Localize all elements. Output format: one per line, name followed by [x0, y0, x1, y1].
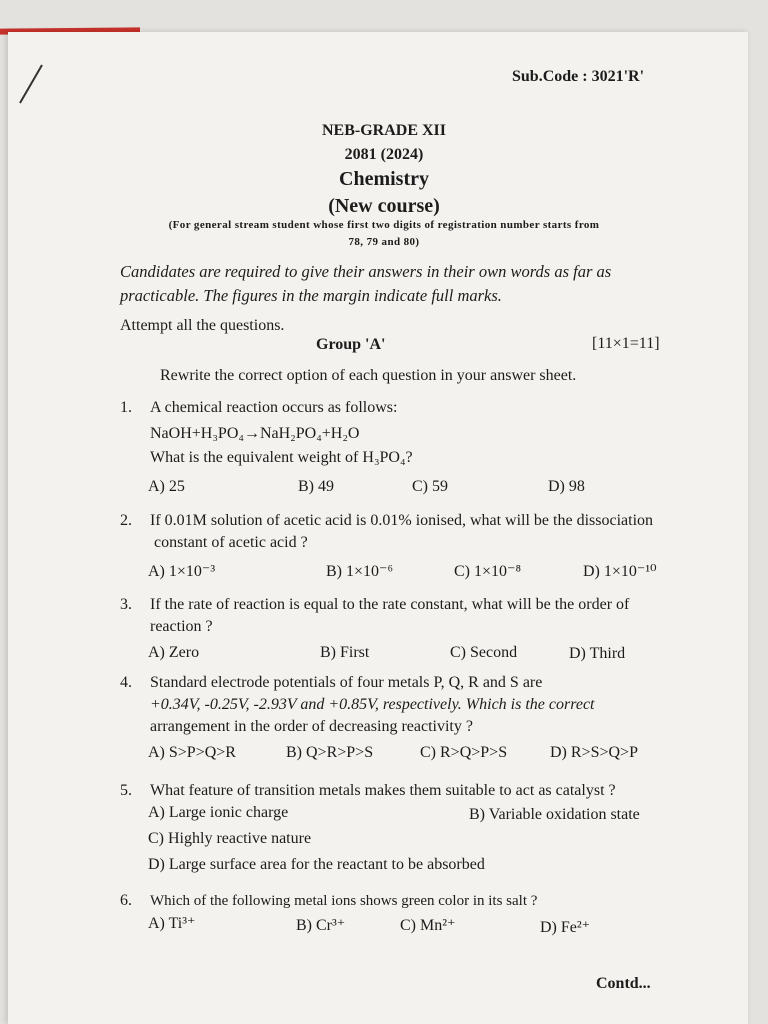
option-a: A) 25	[148, 478, 185, 495]
option-b: B) Cr³⁺	[296, 917, 346, 934]
group-marks: [11×1=11]	[592, 335, 660, 352]
option-b: B) 49	[298, 478, 334, 495]
question-number: 1.	[120, 399, 132, 416]
option-b: B) Q>R>P>S	[286, 744, 374, 761]
question-6	[120, 890, 680, 912]
question-line: arrangement in the order of decreasing reactivity ?	[150, 718, 473, 735]
option-c: C) Highly reactive nature	[148, 830, 312, 847]
question-number: 6.	[120, 892, 132, 909]
question-4	[120, 672, 680, 738]
stream-note-line1: (For general stream student whose first two digits of registration number starts from	[168, 219, 600, 231]
option-a: A) S>P>Q>R	[148, 744, 236, 761]
question-equation: NaOH+H₃PO₄→NaH₂PO₄+H₂O	[150, 425, 360, 442]
course-title: (New course)	[328, 195, 440, 217]
option-c: C) Second	[450, 644, 518, 661]
question-line: +0.34V, -0.25V, -2.93V and +0.85V, respectively. Which is the correct	[150, 696, 595, 713]
question-5	[120, 780, 680, 802]
stream-note-line2: 78, 79 and 80)	[348, 236, 420, 248]
question-2	[120, 510, 680, 554]
option-c: C) R>Q>P>S	[420, 744, 508, 761]
question-1	[120, 397, 680, 469]
question-3	[120, 594, 680, 638]
question-line: What feature of transition metals makes them suitable to act as catalyst ?	[150, 782, 616, 799]
option-b: B) 1×10⁻⁶	[326, 563, 394, 580]
option-c: C) 59	[412, 478, 448, 495]
question-line: Standard electrode potentials of four metals P, Q, R and S are	[150, 674, 543, 691]
stream-note	[0, 217, 768, 251]
option-d: D) 98	[548, 478, 585, 495]
rewrite-instruction: Rewrite the correct option of each question in your answer sheet.	[160, 367, 577, 384]
question-line: What is the equivalent weight of H₃PO₄?	[150, 449, 413, 466]
candidate-instructions: Candidates are required to give their answers in their own words as far as practicable. The figures in the margin indicate full marks.	[120, 262, 612, 305]
attempt-instruction: Attempt all the questions.	[120, 317, 285, 334]
option-d: D) R>S>Q>P	[550, 744, 638, 761]
continued-label: Contd...	[596, 975, 651, 992]
question-line: A chemical reaction occurs as follows:	[150, 399, 398, 416]
option-c: C) 1×10⁻⁸	[454, 563, 522, 580]
option-d: D) Large surface area for the reactant to be absorbed	[148, 856, 485, 873]
question-line: reaction ?	[150, 618, 213, 635]
subject-title: Chemistry	[339, 168, 429, 190]
question-line: If the rate of reaction is equal to the rate constant, what will be the order of	[150, 596, 630, 613]
option-a: A) Ti³⁺	[148, 915, 196, 932]
option-b: B) Variable oxidation state	[469, 806, 640, 823]
question-number: 5.	[120, 782, 132, 799]
option-d: D) 1×10⁻¹⁰	[583, 563, 657, 580]
option-d: D) Fe²⁺	[540, 919, 591, 936]
grade-title: NEB-GRADE XII	[321, 122, 446, 139]
question-number: 2.	[120, 512, 132, 529]
sub-code: Sub.Code : 3021'R'	[512, 68, 645, 85]
option-d: D) Third	[569, 645, 626, 662]
exam-year: 2081 (2024)	[344, 146, 424, 163]
option-c: C) Mn²⁺	[400, 917, 456, 934]
option-a: A) Zero	[148, 644, 200, 661]
question-number: 4.	[120, 674, 132, 691]
question-number: 3.	[120, 596, 132, 613]
question-line: constant of acetic acid ?	[154, 534, 308, 551]
question-line: Which of the following metal ions shows green color in its salt ?	[150, 893, 538, 909]
option-b: B) First	[320, 644, 370, 661]
question-line: If 0.01M solution of acetic acid is 0.01% ionised, what will be the dissociation	[150, 512, 654, 529]
group-heading: Group 'A'	[316, 336, 386, 353]
option-a: A) 1×10⁻³	[148, 563, 216, 580]
option-a: A) Large ionic charge	[148, 804, 289, 821]
